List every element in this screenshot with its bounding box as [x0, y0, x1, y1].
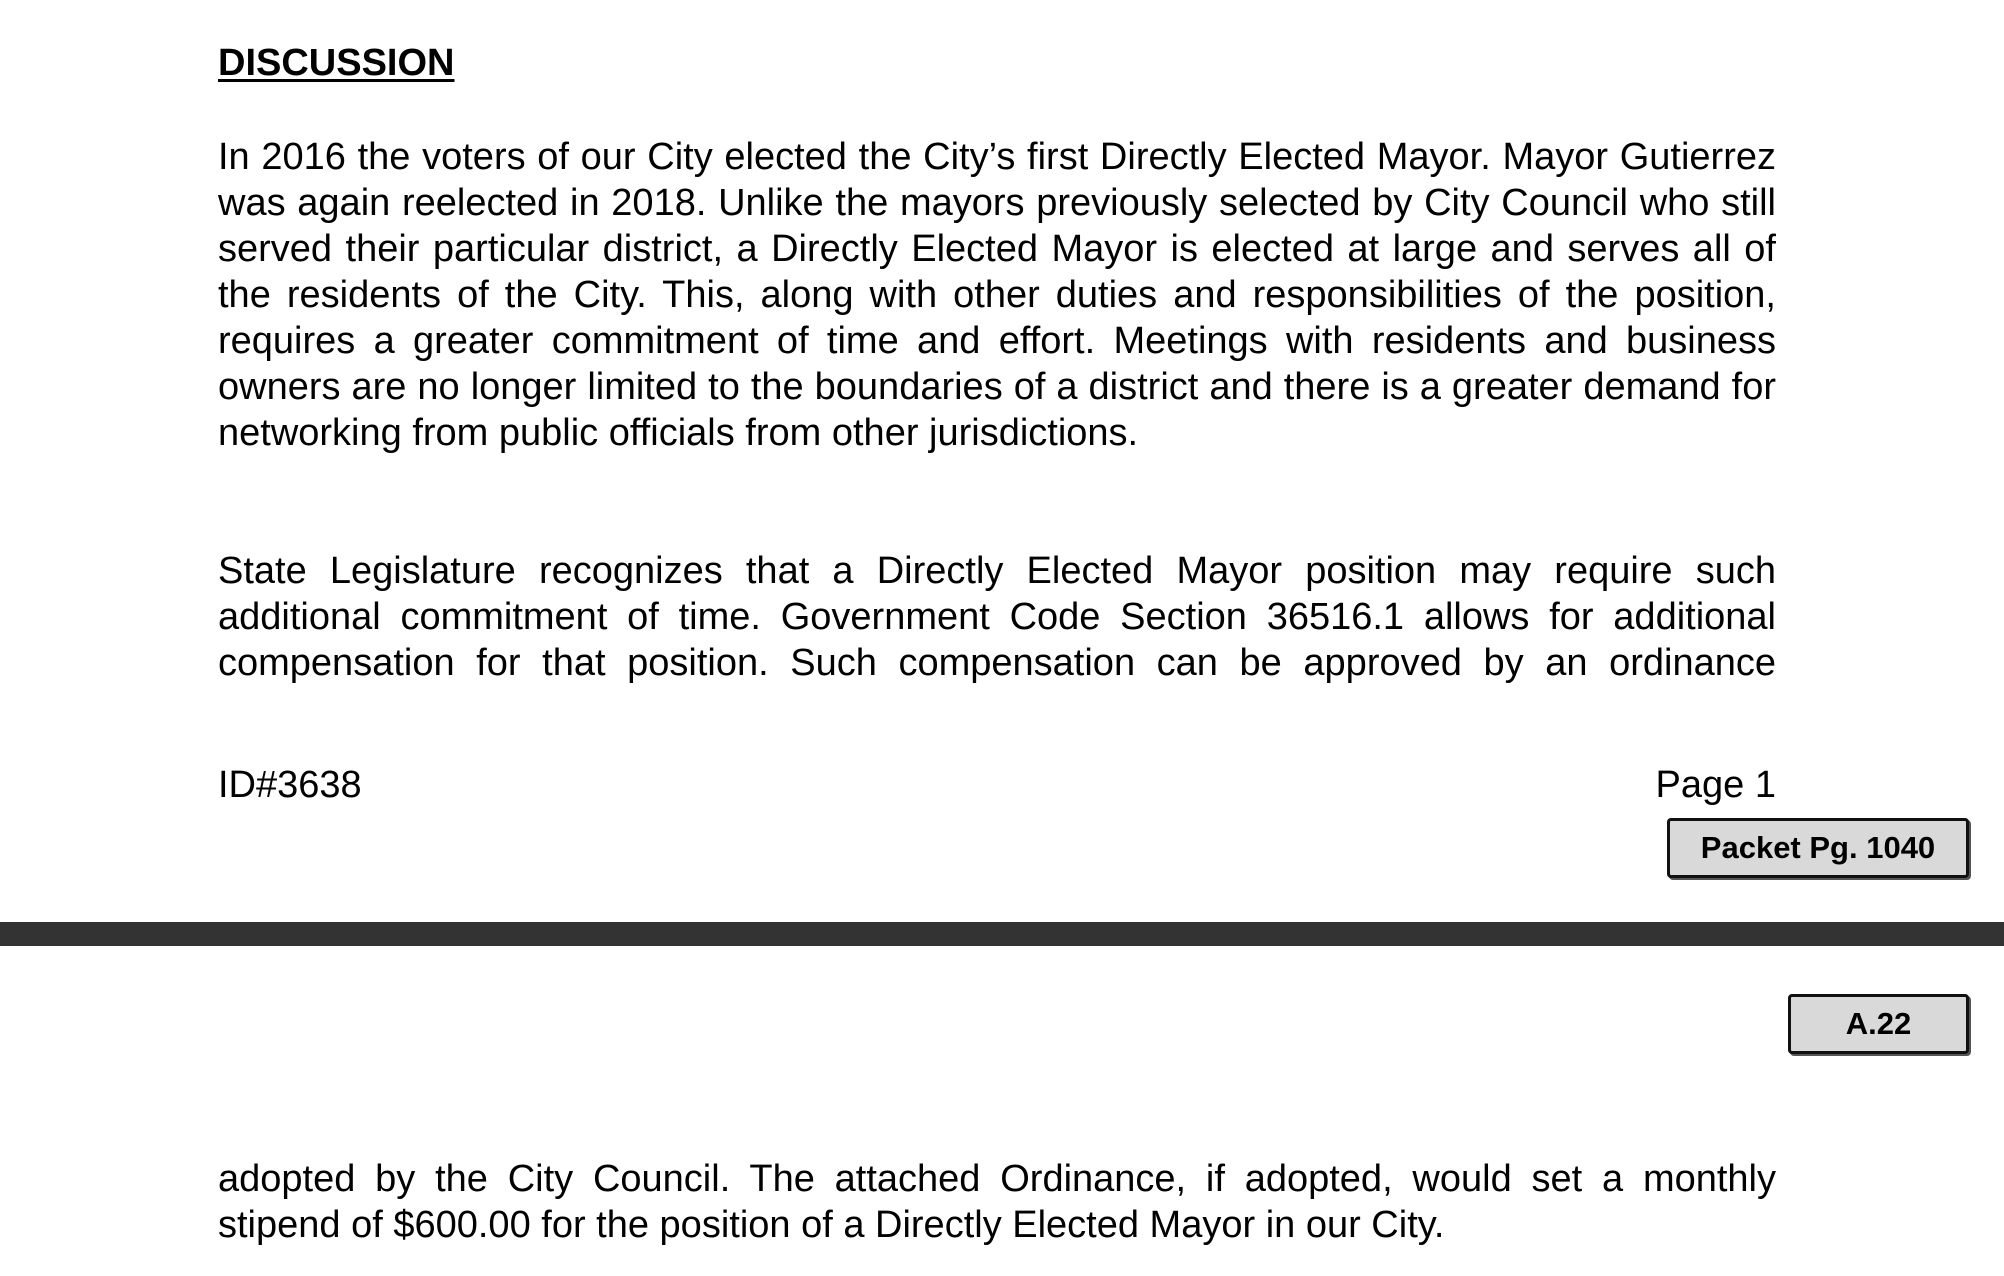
- page-divider: [0, 922, 2004, 946]
- section-heading: DISCUSSION: [218, 42, 455, 84]
- discussion-paragraph-3: adopted by the City Council. The attached Ordinance, if adopted, would set a monthly stipend of $600.00 for the position of a Directly Elected Mayor in our City.: [218, 1158, 1776, 1246]
- footer-page-number: Page 1: [1655, 764, 1776, 806]
- footer-document-id: ID#3638: [218, 764, 362, 806]
- packet-page-stamp: Packet Pg. 1040: [1667, 818, 1969, 878]
- discussion-paragraph-2: State Legislature recognizes that a Directly Elected Mayor position may require such additional commitment of time. Government Code Section 36516.1 allows for additional compensation for that position. Such compensation can be approved by an ordinance: [218, 550, 1776, 684]
- agenda-item-stamp: A.22: [1788, 994, 1969, 1054]
- discussion-paragraph-1: In 2016 the voters of our City elected the City’s first Directly Elected Mayor. Mayor Gutierrez was again reelected in 2018. Unlike the mayors previously selected by City Council who still served their particular district, a Directly Elected Mayor is elected at large and serves all of the residents of the City. This, along with other duties and responsibilities of the position, requires a greater commitment of time and effort. Meetings with residents and business owners are no longer limited to the boundaries of a district and there is a greater demand for networking from public officials from other jurisdictions.: [218, 136, 1776, 454]
